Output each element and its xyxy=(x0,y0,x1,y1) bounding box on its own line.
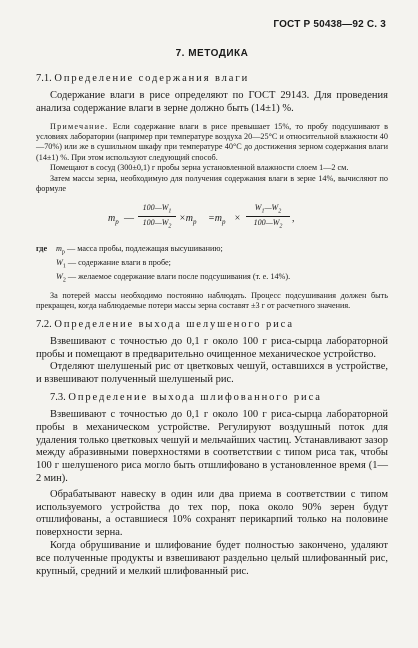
legend-row xyxy=(36,244,388,258)
formula-fraction-2: $\frac{W_1—W_2}{100—W_2}$ xyxy=(246,203,290,229)
formula-lhs: $m_p$ xyxy=(108,213,119,227)
paragraph: Обрабатывают навеску в один или два приема в соответствии с типом используемого устройства до тех пор, пока около 90% зерен будут отшлифованы, а оставшиеся 10% сохранят перикарпий только на половине поверхности зерна. xyxy=(36,488,388,539)
running-header: ГОСТ Р 50438—92 С. 3 xyxy=(273,19,386,30)
moisture-formula: $m_p$ — $\frac{100—W_1}{100—W_2}$ $\times m_p$ $=m_p$ × $\frac{W_1—W_2}{100—W_2}$ , xyxy=(108,203,295,230)
legend-entry: $W_2$ — желаемое содержание влаги после подсушивания (т. е. 14%). xyxy=(56,272,291,284)
subsection-title: Определение содержания влаги xyxy=(54,73,250,84)
subsection-heading-7-2 xyxy=(36,318,388,331)
subsection-heading-7-1 xyxy=(36,72,388,85)
paragraph: Отделяют шелушеный рис от цветковых чешуй, оставшихся в устройстве, и взвешивают полученный шелушеный рис. xyxy=(36,361,388,386)
subsection-number: 7.3. xyxy=(50,391,66,403)
subsection-title: Определение выхода шелушеного риса xyxy=(54,318,294,330)
paragraph: Когда обрушивание и шлифование будет полностью закончено, удаляют все полученные продукты и взвешивают раздельно целый шлифованный рис, крупный, средний и мелкий шлифованный рис. xyxy=(36,539,388,577)
legend-entry: $W_1$ — содержание влаги в пробе; xyxy=(56,258,171,270)
paragraph: Взвешивают с точностью до 0,1 г около 100 г риса-сырца лабораторной пробы в механическом устройстве. Регулируют воздушный поток для удаления только цветковых чешуй и мельчайших частиц. Устанавливают зазор между абразивными поверхностями в соответствии с типом риса так, чтобы 100 г шелушеного риса могло быть отшлифовано в установленное время (1—2 мин). xyxy=(36,408,388,484)
formula-eq: $=m_p$ xyxy=(208,213,226,227)
paragraph: Содержание влаги в рисе определяют по ГОСТ 29143. Для проведения анализа содержание влаги в зерне должно быть (14±1) %. xyxy=(36,90,388,114)
note-label: Примечание. xyxy=(50,121,109,131)
subsection-heading-7-3 xyxy=(36,391,388,404)
paragraph: Взвешивают с точностью до 0,1 г около 100 г риса-сырца лабораторной пробы и помещают в предварительно очищенное механическое устройство. xyxy=(36,335,388,360)
note-paragraph: За потерей массы необходимо постоянно наблюдать. Процесс подсушивания должен быть прекращен, когда наблюдаемые потери массы зерна составят ±3 г от расчетного значения. xyxy=(36,290,388,311)
subsection-title: Определение выхода шлифованного риса xyxy=(68,391,322,403)
formula-mid: $\times m_p$ xyxy=(179,213,197,227)
note-text: Если содержание влаги в рисе превышает 15%, то пробу подсушивают в условиях лаборатории (например при температуре воздуха 20—25°С и относительной влажности 40—70%) или же в сушильном шкафу при температуре 40°С до достижения зерном содержания влаги (14±1) %. При этом используют следующий способ. xyxy=(36,121,388,162)
subsection-number: 7.1. xyxy=(36,73,52,84)
legend-row xyxy=(36,258,388,272)
formula-fraction-1: $\frac{100—W_1}{100—W_2}$ xyxy=(138,203,176,229)
subsection-number: 7.2. xyxy=(36,318,52,330)
legend-label: где xyxy=(36,244,48,254)
legend-entry: $m_p$ — масса пробы, подлежащая высушиванию; xyxy=(56,244,223,257)
note-paragraph xyxy=(36,122,388,164)
formula-legend xyxy=(36,244,388,286)
page-content xyxy=(36,48,388,578)
formula-times: × xyxy=(234,213,241,225)
section-title: 7. МЕТОДИКА xyxy=(175,48,249,59)
note-paragraph: Затем массы зерна, необходимую для получения содержания влаги в зерне 14%, вычисляют по формуле xyxy=(36,173,388,194)
note-paragraph: Помещают в сосуд (300±0,1) г пробы зерна установленной влажности слоем 1—2 см. xyxy=(50,163,349,173)
legend-row xyxy=(36,272,388,286)
